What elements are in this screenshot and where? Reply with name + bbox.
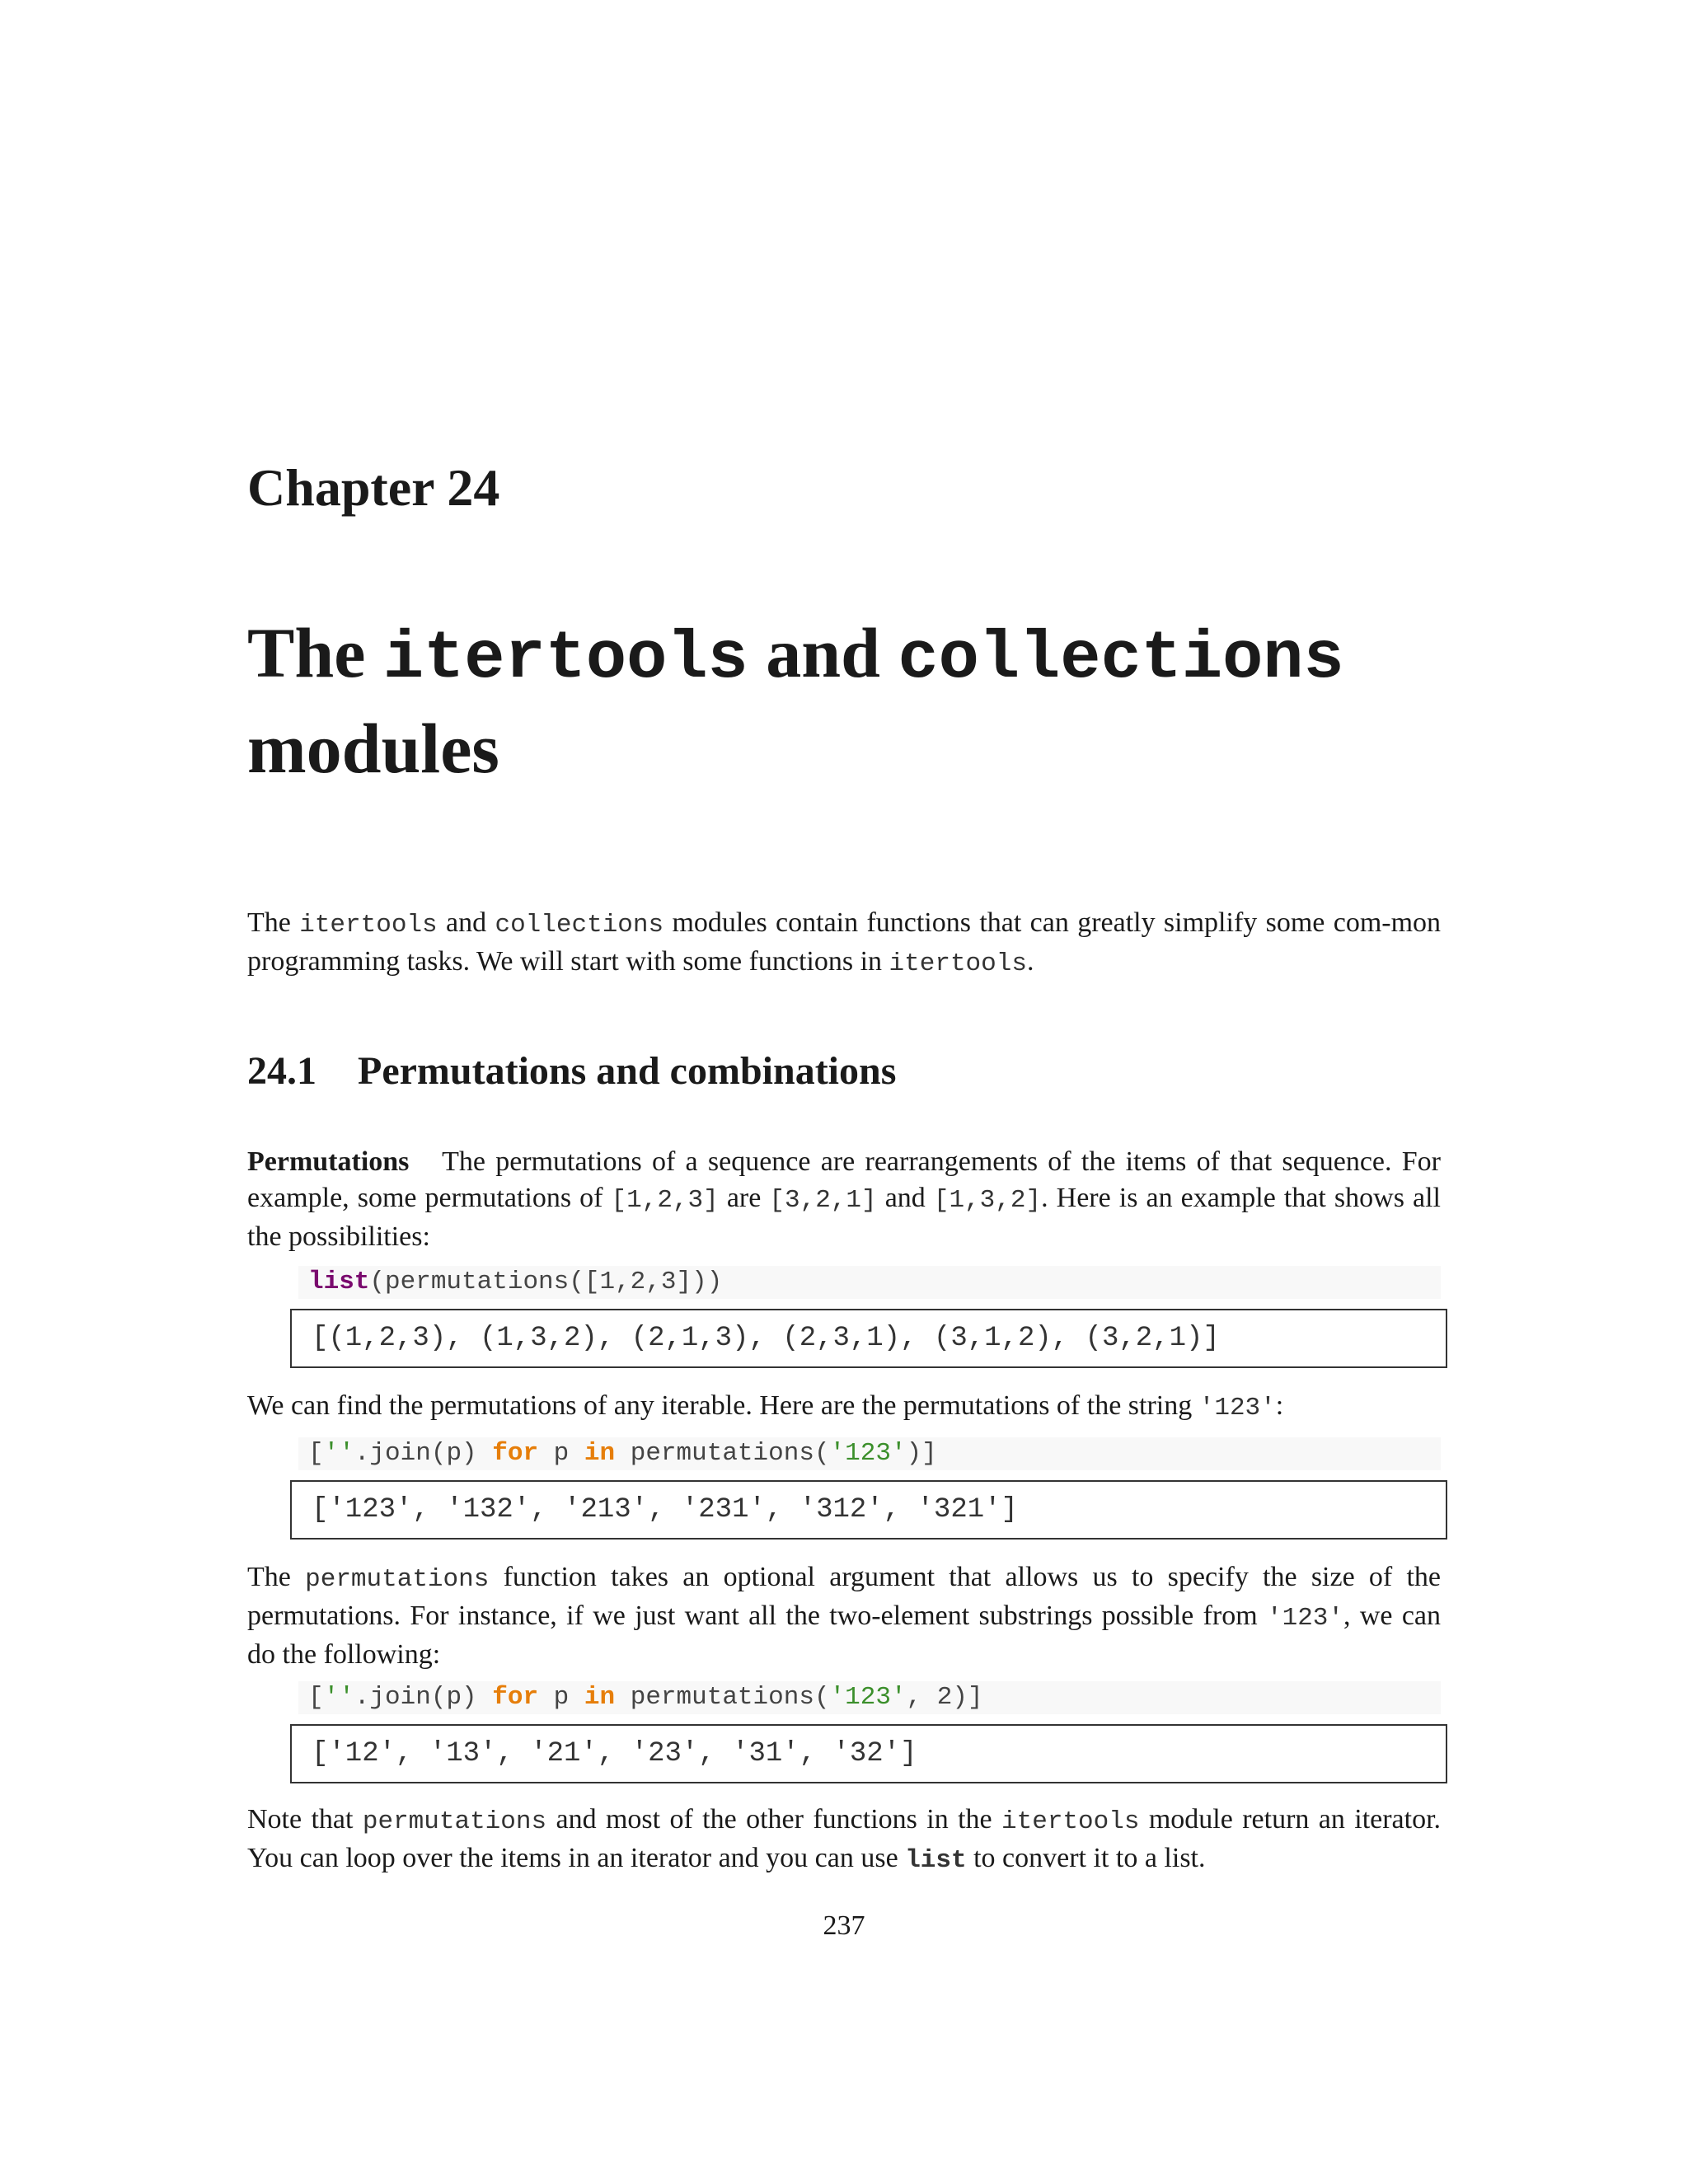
- output-box: [(1,2,3), (1,3,2), (2,1,3), (2,3,1), (3,1,2), (3,2,1)]: [290, 1309, 1447, 1368]
- title-word: modules: [247, 709, 499, 788]
- code-keyword: list: [308, 1268, 370, 1296]
- intro-paragraph: The itertools and collections modules contain functions that can greatly simplify some com-mon programming tasks. We will start with some functions in itertools.: [247, 907, 1442, 978]
- title-code-collections: collections: [898, 621, 1344, 697]
- inline-code: itertools: [889, 949, 1027, 978]
- inline-keyword: list: [905, 1846, 967, 1875]
- output-box: ['123', '132', '213', '231', '312', '321']: [290, 1480, 1447, 1540]
- permutations-paragraph: Permutations The permutations of a sequence are rearrangements of the items of that sequence. For example, some permutations of [1,2,3] are [3,2,1] and [1,3,2]. Here is an example that shows all the possibilities:: [247, 1146, 1442, 1252]
- paragraph: We can find the permutations of any iterable. Here are the permutations of the string '123':: [247, 1390, 1284, 1422]
- page-number: 237: [823, 1910, 865, 1941]
- inline-string: '123': [1267, 1604, 1344, 1633]
- inline-code: itertools: [299, 911, 438, 940]
- inline-string: '123': [1198, 1394, 1276, 1422]
- inline-code: itertools: [1001, 1807, 1140, 1836]
- title-word: and: [766, 613, 880, 692]
- paragraph-heading: Permutations: [247, 1146, 410, 1177]
- title-code-itertools: itertools: [382, 621, 748, 697]
- inline-code: permutations: [305, 1565, 490, 1594]
- paragraph: Note that permutations and most of the other functions in the itertools module return an iterator. You can loop over the items in an iterator and you can use list to convert it to a list.: [247, 1804, 1442, 1875]
- section-title: Permutations and combinations: [358, 1049, 897, 1093]
- inline-code: [3,2,1]: [769, 1186, 877, 1215]
- section-number: 24.1: [247, 1049, 316, 1093]
- inline-code: collections: [495, 911, 664, 940]
- paragraph: The permutations function takes an optional argument that allows us to specify the size of the permutations. For instance, if we just want all the two-element substrings possible from '123', we can do the following:: [247, 1562, 1442, 1670]
- code-block: list(permutations([1,2,3])): [298, 1266, 1441, 1299]
- output-box: ['12', '13', '21', '23', '31', '32']: [290, 1724, 1447, 1783]
- inline-code: [1,2,3]: [611, 1186, 719, 1215]
- title-word: The: [247, 613, 366, 692]
- inline-code: [1,3,2]: [933, 1186, 1042, 1215]
- inline-code: permutations: [362, 1807, 547, 1836]
- code-block: [''.join(p) for p in permutations('123', 2)]: [298, 1681, 1441, 1714]
- chapter-label: Chapter 24: [247, 458, 500, 517]
- code-block: [''.join(p) for p in permutations('123')]: [298, 1437, 1441, 1470]
- chapter-title: [247, 608, 1451, 793]
- section-heading: [247, 1047, 896, 1096]
